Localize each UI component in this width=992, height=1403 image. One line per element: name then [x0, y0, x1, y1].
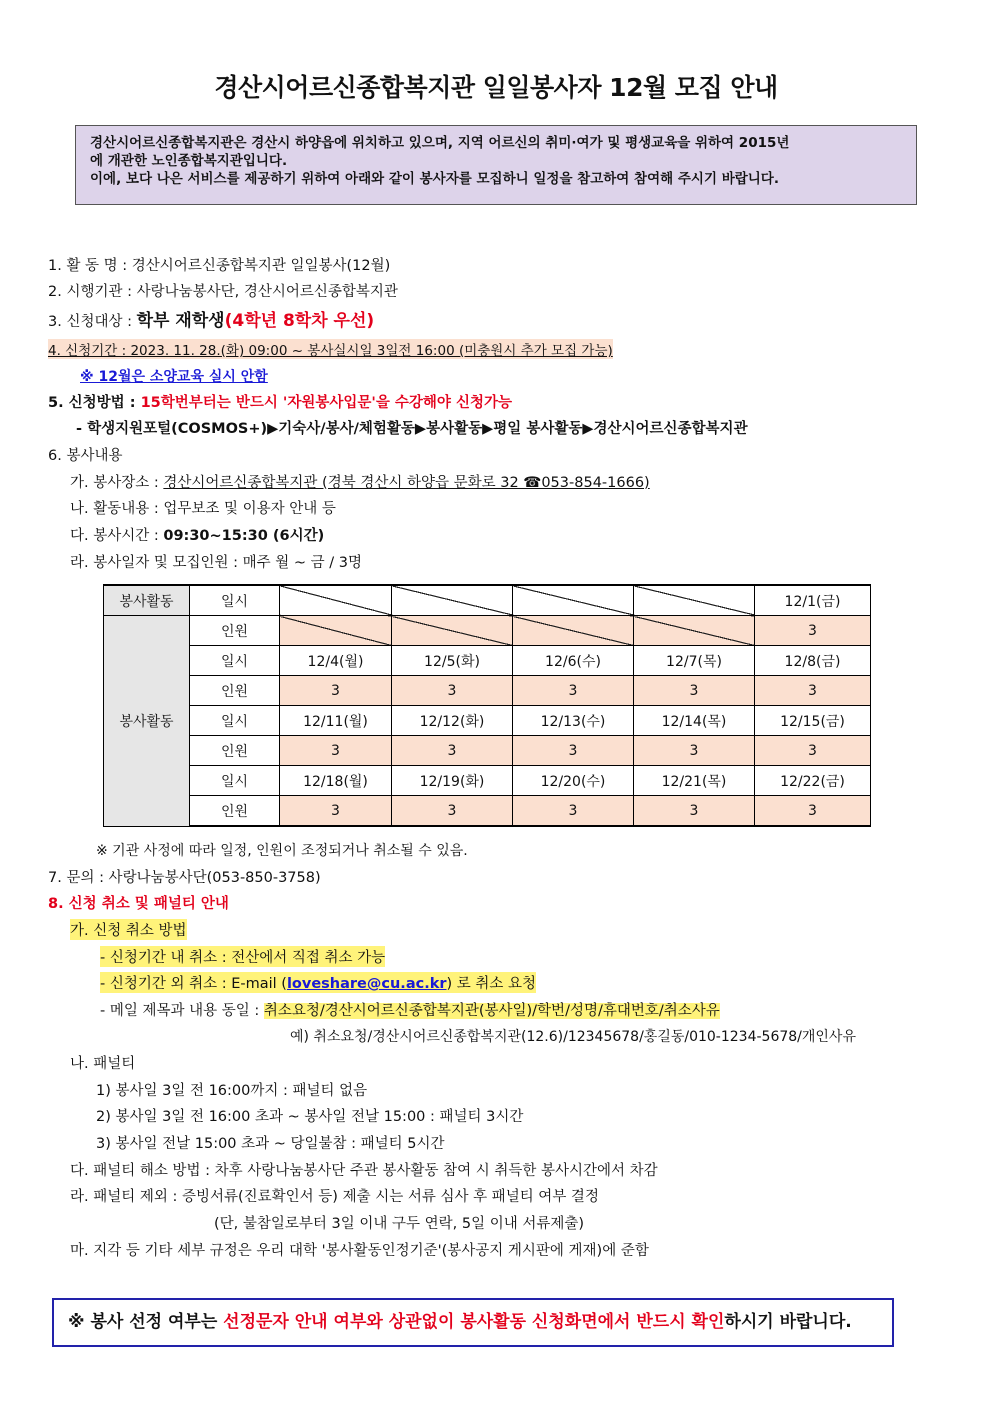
- item-place-label: 가. 봉사장소 :: [70, 475, 164, 491]
- date-cell: 12/11(월): [280, 706, 392, 736]
- table-row: [104, 646, 871, 676]
- mail-format-value: 취소요청/경산시어르신종합복지관(봉사일)/학번/성명/휴대번호/취소사유: [263, 1003, 720, 1019]
- cancel-email-pre: - 신청기간 외 취소 : E-mail (: [100, 976, 287, 992]
- count-label-cell: 인원: [190, 796, 280, 827]
- empty-cell: [392, 585, 513, 616]
- group-label-cell: 봉사활동: [104, 585, 190, 616]
- table-row: [104, 585, 871, 616]
- count-cell: 3: [634, 736, 755, 766]
- intro-line: 에 개관한 노인종합복지관입니다.: [90, 153, 288, 169]
- date-cell: 12/8(금): [755, 646, 871, 676]
- other-rules: 마. 지각 등 기타 세부 규정은 우리 대학 '봉사활동인정기준'(봉사공지 게시판에 게재)에 준함: [70, 1243, 649, 1259]
- footer-notice: [52, 1298, 894, 1347]
- cancel-email-link[interactable]: loveshare@cu.ac.kr: [286, 976, 447, 992]
- item-target-priority: (4학년 8학차 우선): [224, 311, 375, 331]
- empty-cell: [634, 585, 755, 616]
- table-row: [104, 676, 871, 706]
- count-cell: 3: [392, 736, 513, 766]
- date-cell: 12/21(목): [634, 766, 755, 796]
- empty-cell: [392, 616, 513, 646]
- count-cell: 3: [755, 616, 871, 646]
- schedule-table: [103, 584, 871, 827]
- item-place-value: 경산시어르신종합복지관 (경북 경산시 하양읍 문화로 32 ☎053-854-1666): [163, 475, 650, 491]
- count-cell: 3: [755, 676, 871, 706]
- intro-line: 경산시어르신종합복지관은 경산시 하양읍에 위치하고 있으며, 지역 어르신의 취미·여가 및 평생교육을 위하여 2015년: [90, 135, 790, 151]
- count-label-cell: 인원: [190, 676, 280, 706]
- table-row: [104, 796, 871, 827]
- date-cell: 12/18(월): [280, 766, 392, 796]
- item-task: 나. 활동내용 : 업무보조 및 이용자 안내 등: [70, 501, 336, 517]
- penalty-rule-3: 3) 봉사일 전날 15:00 초과 ~ 당일불참 : 패널티 5시간: [96, 1136, 445, 1152]
- footer-post: 하시기 바랍니다.: [724, 1312, 852, 1332]
- count-label-cell: 인원: [190, 736, 280, 766]
- date-cell: 12/14(목): [634, 706, 755, 736]
- item-contact: 7. 문의 : 사랑나눔봉사단(053-850-3758): [48, 870, 321, 886]
- cancel-outside-period: [100, 972, 536, 993]
- item-period-note: ※ 12월은 소양교육 실시 안함: [80, 369, 268, 385]
- item-method: [48, 391, 512, 412]
- date-cell: 12/13(수): [513, 706, 634, 736]
- footer-pre: ※ 봉사 선정 여부는: [68, 1312, 224, 1332]
- table-note: ※ 기관 사정에 따라 일정, 인원이 조정되거나 취소될 수 있음.: [96, 843, 468, 859]
- date-label-cell: 일시: [190, 706, 280, 736]
- date-label-cell: 일시: [190, 585, 280, 616]
- empty-cell: [513, 616, 634, 646]
- date-cell: 12/12(화): [392, 706, 513, 736]
- intro-line: 이에, 보다 나은 서비스를 제공하기 위하여 아래와 같이 봉사자를 모집하니 일정을 참고하여 참여해 주시기 바랍니다.: [90, 171, 779, 187]
- penalty-rule-2: 2) 봉사일 3일 전 16:00 초과 ~ 봉사일 전날 15:00 : 패널티 3시간: [96, 1109, 524, 1125]
- empty-cell: [634, 616, 755, 646]
- penalty-heading: 나. 패널티: [70, 1056, 136, 1072]
- footer-emphasis: 선정문자 안내 여부와 상관없이 봉사활동 신청화면에서 반드시 확인: [223, 1312, 725, 1332]
- date-cell: 12/19(화): [392, 766, 513, 796]
- mail-format-example: 예) 취소요청/경산시어르신종합복지관(12.6)/12345678/홍길동/010-1234-5678/개인사유: [290, 1029, 856, 1045]
- date-cell: 12/20(수): [513, 766, 634, 796]
- count-cell: 3: [755, 796, 871, 827]
- date-label-cell: 일시: [190, 766, 280, 796]
- date-cell: 12/15(금): [755, 706, 871, 736]
- item-target: [48, 306, 374, 331]
- count-cell: 3: [280, 796, 392, 827]
- item-organizer: 2. 시행기관 : 사랑나눔봉사단, 경산시어르신종합복지관: [48, 284, 398, 300]
- group-label-cell: 봉사활동: [104, 616, 190, 827]
- item-content: 6. 봉사내용: [48, 448, 123, 464]
- empty-cell: [280, 585, 392, 616]
- item-target-value: 학부 재학생: [136, 311, 225, 331]
- count-cell: 3: [755, 736, 871, 766]
- item-period: 4. 신청기간 : 2023. 11. 28.(화) 09:00 ~ 봉사실시일 3일전 16:00 (미충원시 추가 모집 가능): [48, 339, 613, 359]
- count-cell: 3: [280, 676, 392, 706]
- penalty-exemption: 라. 패널티 제외 : 증빙서류(진료확인서 등) 제출 시는 서류 심사 후 패널티 여부 결정: [70, 1189, 599, 1205]
- date-cell: 12/22(금): [755, 766, 871, 796]
- item-time-label: 다. 봉사시간 :: [70, 528, 164, 544]
- cancel-within-period: - 신청기간 내 취소 : 전산에서 직접 취소 가능: [100, 946, 385, 967]
- item-schedule: 라. 봉사일자 및 모집인원 : 매주 월 ~ 금 / 3명: [70, 555, 362, 571]
- item-activity-name: 1. 활 동 명 : 경산시어르신종합복지관 일일봉사(12월): [48, 258, 391, 274]
- mail-format-label: - 메일 제목과 내용 동일 :: [100, 1003, 264, 1019]
- item-method-label: 5. 신청방법 :: [48, 395, 141, 411]
- table-row: [104, 736, 871, 766]
- date-label-cell: 일시: [190, 646, 280, 676]
- mail-format: [100, 999, 720, 1020]
- item-method-warning: 15학번부터는 반드시 '자원봉사입문'을 수강해야 신청가능: [140, 395, 512, 411]
- cancel-email-post: ) 로 취소 요청: [446, 976, 537, 992]
- date-cell: 12/1(금): [755, 585, 871, 616]
- count-cell: 3: [634, 796, 755, 827]
- table-row: [104, 706, 871, 736]
- empty-cell: [280, 616, 392, 646]
- item-place: [70, 471, 650, 492]
- penalty-resolution: 다. 패널티 해소 방법 : 차후 사랑나눔봉사단 주관 봉사활동 참여 시 취득한 봉사시간에서 차감: [70, 1163, 658, 1179]
- date-cell: 12/5(화): [392, 646, 513, 676]
- item-method-path: - 학생지원포털(COSMOS+)▶기숙사/봉사/체험활동▶봉사활동▶평일 봉사활동▶경산시어르신종합복지관: [76, 421, 748, 437]
- empty-cell: [513, 585, 634, 616]
- penalty-rule-1: 1) 봉사일 3일 전 16:00까지 : 패널티 없음: [96, 1083, 368, 1099]
- item-time: [70, 524, 324, 545]
- item-time-value: 09:30~15:30 (6시간): [163, 528, 325, 544]
- count-cell: 3: [392, 676, 513, 706]
- intro-box: [75, 125, 917, 205]
- page-title: 경산시어르신종합복지관 일일봉사자 12월 모집 안내: [214, 73, 778, 102]
- date-cell: 12/4(월): [280, 646, 392, 676]
- item-target-label: 3. 신청대상 :: [48, 314, 137, 330]
- penalty-exemption-detail: (단, 불참일로부터 3일 이내 구두 연락, 5일 이내 서류제출): [214, 1216, 585, 1232]
- count-label-cell: 인원: [190, 616, 280, 646]
- count-cell: 3: [513, 736, 634, 766]
- count-cell: 3: [280, 736, 392, 766]
- date-cell: 12/7(목): [634, 646, 755, 676]
- table-row: [104, 766, 871, 796]
- cancel-method-heading: 가. 신청 취소 방법: [70, 919, 187, 940]
- count-cell: 3: [513, 676, 634, 706]
- count-cell: 3: [513, 796, 634, 827]
- count-cell: 3: [392, 796, 513, 827]
- date-cell: 12/6(수): [513, 646, 634, 676]
- count-cell: 3: [634, 676, 755, 706]
- table-row: [104, 616, 871, 646]
- item-cancel-penalty: 8. 신청 취소 및 패널티 안내: [48, 896, 229, 912]
